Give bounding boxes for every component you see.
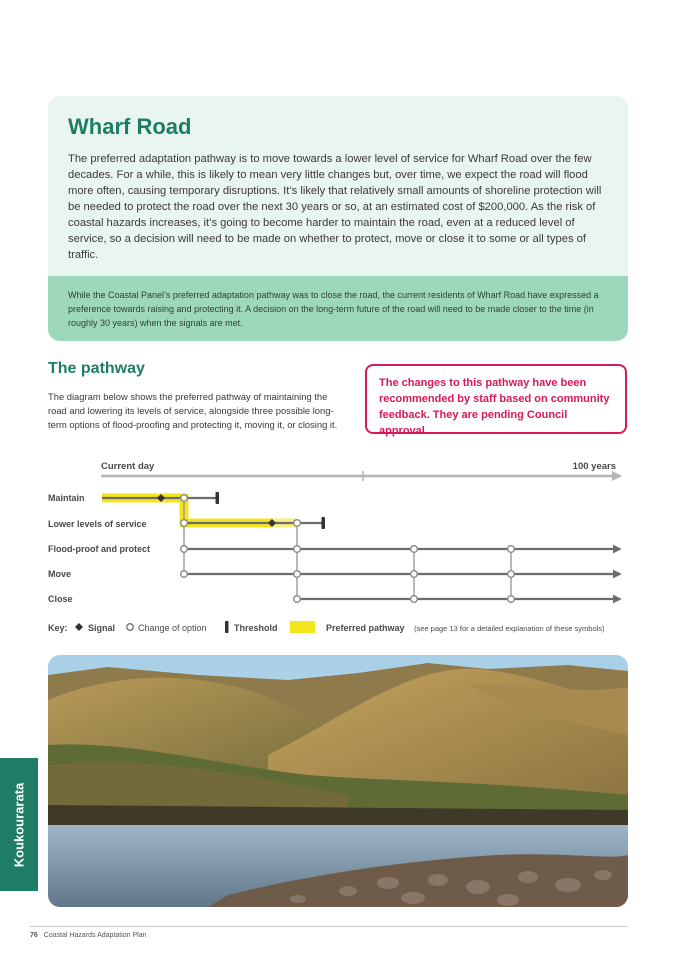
change-of-option-marker — [181, 520, 188, 527]
wharf-road-box — [48, 96, 628, 341]
page-footer — [30, 932, 147, 939]
page-title: Wharf Road — [68, 114, 192, 139]
key-signal-label: Signal — [88, 623, 116, 633]
pathway-title: The pathway — [48, 360, 145, 377]
publication-title: Coastal Hazards Adaptation Plan — [43, 932, 147, 939]
side-tab-label: Koukourarata — [11, 782, 27, 867]
change-of-option-marker — [411, 546, 418, 553]
key-threshold-icon — [225, 621, 229, 633]
footer-divider — [30, 926, 628, 927]
change-of-option-marker — [181, 571, 188, 578]
pathway-description: The diagram below shows the preferred pathway of maintaining the road and lowering its levels of service, alongside three possible long-term options of flood-proofing and protecting it, moving it, or closing it. — [48, 391, 338, 430]
key-change-icon — [127, 624, 134, 631]
key-preferred-note: (see page 13 for a detailed explanation of these symbols) — [414, 624, 605, 633]
row-label-close: Close — [48, 594, 73, 604]
key-label: Key: — [48, 623, 68, 633]
row-label-maintain: Maintain — [48, 493, 85, 503]
threshold-marker — [322, 517, 326, 529]
change-of-option-marker — [294, 546, 301, 553]
change-of-option-marker — [508, 596, 515, 603]
key-preferred-label: Preferred pathway — [326, 623, 405, 633]
pathway-diagram — [0, 450, 675, 640]
key-change-label: Change of option — [138, 623, 207, 633]
intro-paragraph: The preferred adaptation pathway is to move towards a lower level of service for Wharf Road over the few decades. For a while, this is likely to mean very little changes but, over time, we expect the road will flood more often, causing temporary disruptions. It’s likely that relatively small amounts of shoreline protection will be needed to protect the road over the next 30 years or so, at an estimated cost of $200,000. As the risk of coastal hazards increases, it’s going to become harder to maintain the road, even at a reduced level of service, so a decision will need to be made on whether to protect, move or close it to some or all types of traffic. — [68, 153, 602, 261]
change-of-option-marker — [411, 571, 418, 578]
page-number: 76 — [30, 932, 38, 939]
key-signal-icon — [75, 623, 83, 631]
coastal-landscape-photo — [48, 655, 628, 907]
key-preferred-swatch — [290, 621, 315, 633]
change-of-option-marker — [294, 520, 301, 527]
timeline-start-label: Current day — [101, 461, 155, 472]
change-of-option-marker — [508, 546, 515, 553]
row-label-move: Move — [48, 569, 72, 579]
key-threshold-label: Threshold — [234, 623, 278, 633]
change-of-option-marker — [411, 596, 418, 603]
change-of-option-marker — [181, 546, 188, 553]
threshold-marker — [216, 492, 220, 504]
timeline-end-label: 100 years — [572, 461, 616, 472]
row-label-flood-proof: Flood-proof and protect — [48, 544, 150, 554]
change-of-option-marker — [508, 571, 515, 578]
pending-approval-note: The changes to this pathway have been recommended by staff based on community feedback. They are pending Council approval. — [365, 364, 627, 434]
change-of-option-marker — [181, 495, 188, 502]
change-of-option-marker — [294, 596, 301, 603]
location-side-tab — [0, 758, 38, 891]
row-label-lower-levels: Lower levels of service — [48, 519, 147, 529]
coastal-panel-note: While the Coastal Panel’s preferred adaptation pathway was to close the road, the current residents of Wharf Road have expressed a preference towards raising and protecting it. A decision on the long-term future of the road will need to be made closer to the time (in roughly 30 years) when the signals are met. — [48, 276, 628, 341]
change-of-option-marker — [294, 571, 301, 578]
